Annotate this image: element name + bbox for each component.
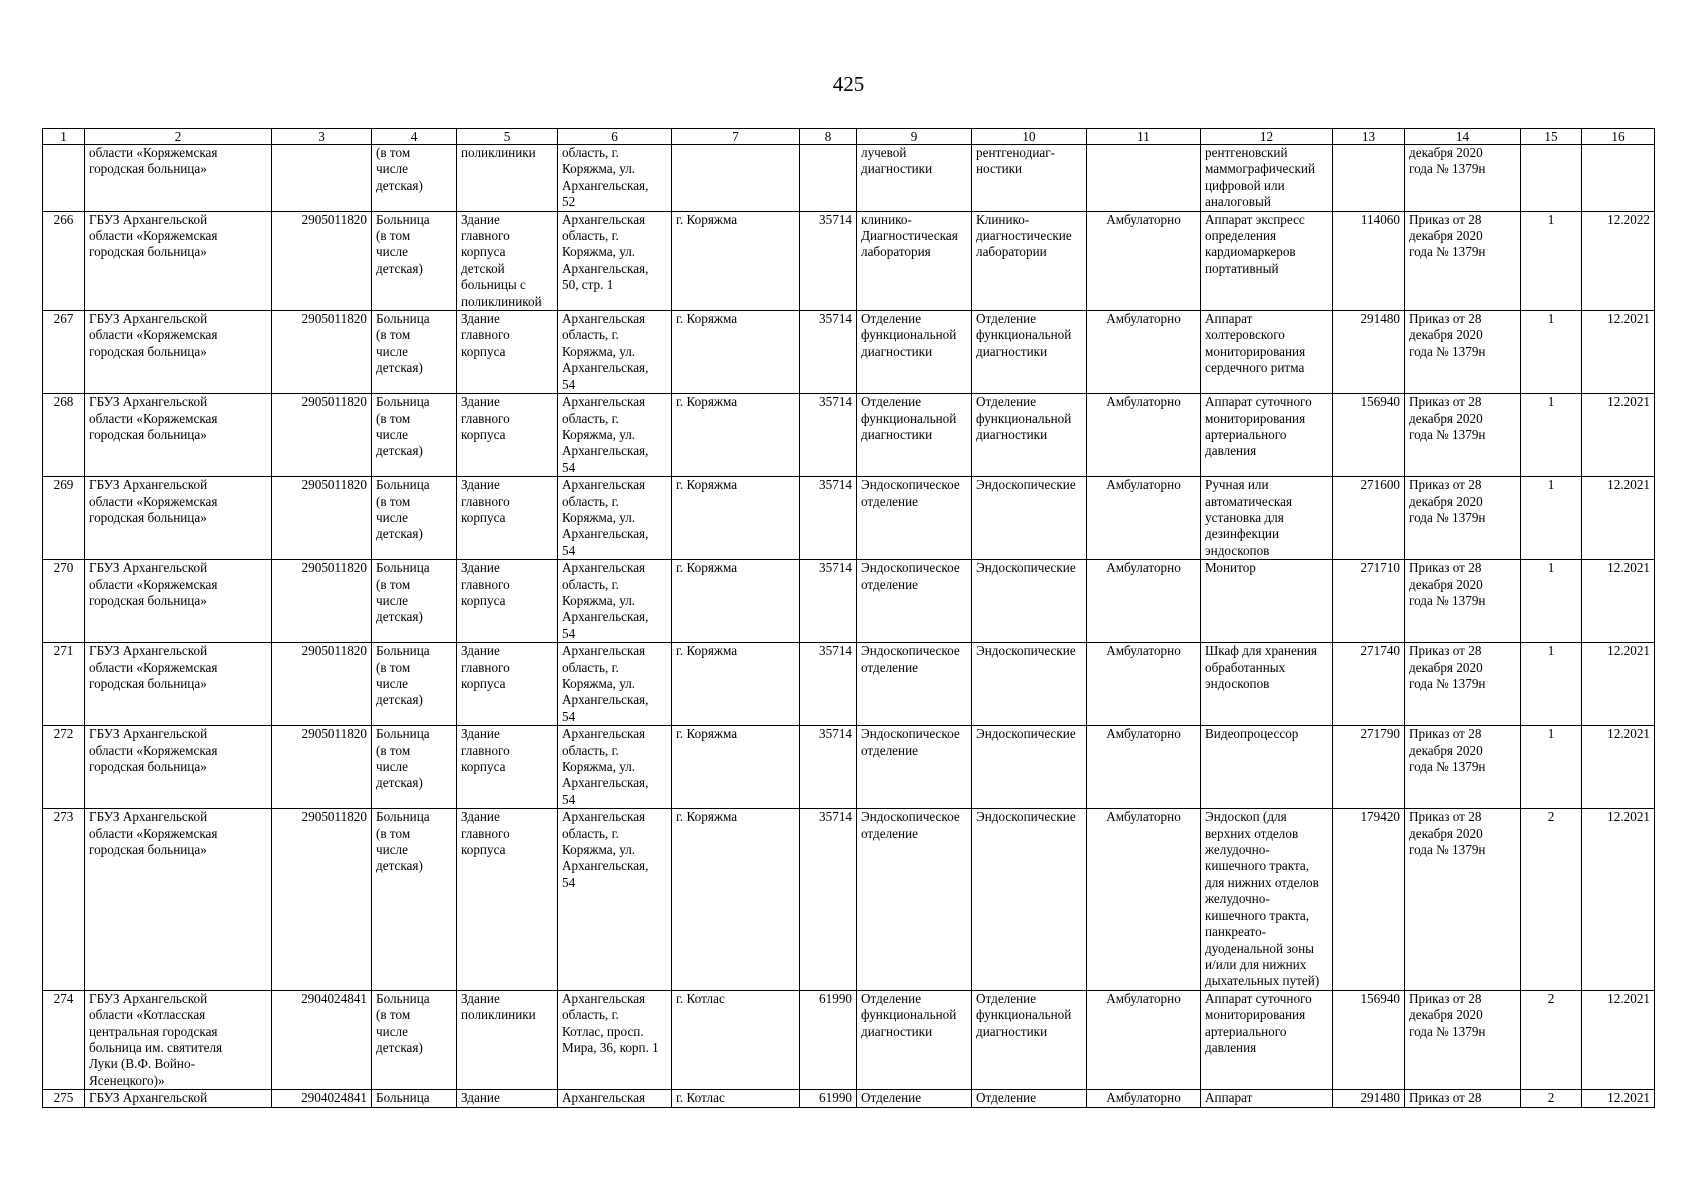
oktmo-cell: 35714 — [800, 394, 857, 477]
equipment-name-cell: Ручная или автоматическая установка для дезинфекции эндоскопов — [1201, 477, 1333, 560]
facility-type-cell: Больница (в том числе детская) — [372, 477, 457, 560]
organization-cell: ГБУЗ Архангельской — [85, 1090, 272, 1107]
column-header: 5 — [457, 129, 558, 145]
quantity-cell: 1 — [1521, 394, 1582, 477]
table-row — [43, 1090, 1655, 1107]
oktmo-cell: 35714 — [800, 211, 857, 310]
department-cell: Отделение — [857, 1090, 972, 1107]
organization-cell: ГБУЗ Архангельской области «Коряжемская городская больница» — [85, 311, 272, 394]
care-conditions-cell — [1087, 145, 1201, 212]
oktmo-cell: 61990 — [800, 990, 857, 1089]
row-number-cell: 271 — [43, 643, 85, 726]
organization-cell: области «Коряжемская городская больница» — [85, 145, 272, 212]
quantity-cell: 1 — [1521, 643, 1582, 726]
column-header: 2 — [85, 129, 272, 145]
equipment-registry-table — [42, 128, 1655, 1108]
quantity-cell: 2 — [1521, 809, 1582, 990]
column-header: 9 — [857, 129, 972, 145]
row-number-cell: 272 — [43, 726, 85, 809]
organization-cell: ГБУЗ Архангельской области «Коряжемская городская больница» — [85, 477, 272, 560]
order-reference-cell: Приказ от 28 декабря 2020 года № 1379н — [1405, 211, 1521, 310]
locality-cell: г. Коряжма — [672, 394, 800, 477]
care-conditions-cell: Амбулаторно — [1087, 560, 1201, 643]
care-conditions-cell: Амбулаторно — [1087, 809, 1201, 990]
department-type-cell: Эндоскопические — [972, 560, 1087, 643]
department-cell: Эндоскопическое отделение — [857, 809, 972, 990]
order-reference-cell: декабря 2020 года № 1379н — [1405, 145, 1521, 212]
inn-cell: 2905011820 — [272, 809, 372, 990]
column-header: 11 — [1087, 129, 1201, 145]
care-conditions-cell: Амбулаторно — [1087, 726, 1201, 809]
order-reference-cell: Приказ от 28 декабря 2020 года № 1379н — [1405, 726, 1521, 809]
department-type-cell: Отделение — [972, 1090, 1087, 1107]
locality-cell: г. Котлас — [672, 1090, 800, 1107]
department-cell: клинико- Диагностическая лаборатория — [857, 211, 972, 310]
department-cell: Отделение функциональной диагностики — [857, 394, 972, 477]
address-cell: Архангельская область, г. Коряжма, ул. Архангельская, 54 — [558, 560, 672, 643]
facility-type-cell: (в том числе детская) — [372, 145, 457, 212]
table-row — [43, 560, 1655, 643]
equipment-code-cell: 156940 — [1333, 990, 1405, 1089]
oktmo-cell: 35714 — [800, 311, 857, 394]
care-conditions-cell: Амбулаторно — [1087, 1090, 1201, 1107]
inn-cell: 2905011820 — [272, 211, 372, 310]
address-cell: Архангельская область, г. Коряжма, ул. Архангельская, 54 — [558, 311, 672, 394]
deadline-cell: 12.2021 — [1582, 311, 1655, 394]
table-row — [43, 809, 1655, 990]
facility-type-cell: Больница (в том числе детская) — [372, 990, 457, 1089]
locality-cell: г. Коряжма — [672, 211, 800, 310]
order-reference-cell: Приказ от 28 декабря 2020 года № 1379н — [1405, 990, 1521, 1089]
building-cell: Здание главного корпуса — [457, 311, 558, 394]
equipment-name-cell: рентгеновский маммографический цифровой или аналоговый — [1201, 145, 1333, 212]
quantity-cell: 1 — [1521, 311, 1582, 394]
building-cell: Здание главного корпуса — [457, 560, 558, 643]
equipment-name-cell: Шкаф для хранения обработанных эндоскопов — [1201, 643, 1333, 726]
organization-cell: ГБУЗ Архангельской области «Коряжемская городская больница» — [85, 726, 272, 809]
deadline-cell: 12.2021 — [1582, 809, 1655, 990]
order-reference-cell: Приказ от 28 декабря 2020 года № 1379н — [1405, 311, 1521, 394]
equipment-code-cell: 271600 — [1333, 477, 1405, 560]
address-cell: Архангельская — [558, 1090, 672, 1107]
column-header: 3 — [272, 129, 372, 145]
quantity-cell: 1 — [1521, 560, 1582, 643]
quantity-cell: 1 — [1521, 477, 1582, 560]
column-header: 4 — [372, 129, 457, 145]
column-header: 15 — [1521, 129, 1582, 145]
table-body — [43, 145, 1655, 1108]
address-cell: Архангельская область, г. Коряжма, ул. Архангельская, 50, стр. 1 — [558, 211, 672, 310]
care-conditions-cell: Амбулаторно — [1087, 477, 1201, 560]
equipment-code-cell: 271790 — [1333, 726, 1405, 809]
locality-cell: г. Котлас — [672, 990, 800, 1089]
department-type-cell: рентгенодиаг- ностики — [972, 145, 1087, 212]
building-cell: Здание главного корпуса — [457, 809, 558, 990]
locality-cell: г. Коряжма — [672, 560, 800, 643]
table-row — [43, 394, 1655, 477]
address-cell: Архангельская область, г. Коряжма, ул. Архангельская, 54 — [558, 394, 672, 477]
department-cell: Эндоскопическое отделение — [857, 560, 972, 643]
care-conditions-cell: Амбулаторно — [1087, 311, 1201, 394]
locality-cell — [672, 145, 800, 212]
building-cell: Здание — [457, 1090, 558, 1107]
deadline-cell: 12.2021 — [1582, 1090, 1655, 1107]
organization-cell: ГБУЗ Архангельской области «Коряжемская городская больница» — [85, 394, 272, 477]
locality-cell: г. Коряжма — [672, 311, 800, 394]
page-number: 425 — [832, 72, 865, 96]
building-cell: поликлиники — [457, 145, 558, 212]
quantity-cell: 1 — [1521, 211, 1582, 310]
department-cell: лучевой диагностики — [857, 145, 972, 212]
department-type-cell: Отделение функциональной диагностики — [972, 394, 1087, 477]
deadline-cell — [1582, 145, 1655, 212]
building-cell: Здание главного корпуса детской больницы с поликлиникой — [457, 211, 558, 310]
equipment-code-cell: 179420 — [1333, 809, 1405, 990]
department-type-cell: Эндоскопические — [972, 809, 1087, 990]
oktmo-cell: 35714 — [800, 726, 857, 809]
organization-cell: ГБУЗ Архангельской области «Коряжемская городская больница» — [85, 560, 272, 643]
inn-cell: 2905011820 — [272, 643, 372, 726]
address-cell: Архангельская область, г. Коряжма, ул. Архангельская, 54 — [558, 643, 672, 726]
order-reference-cell: Приказ от 28 декабря 2020 года № 1379н — [1405, 394, 1521, 477]
deadline-cell: 12.2021 — [1582, 394, 1655, 477]
building-cell: Здание главного корпуса — [457, 394, 558, 477]
table-row — [43, 311, 1655, 394]
equipment-name-cell: Видеопроцессор — [1201, 726, 1333, 809]
locality-cell: г. Коряжма — [672, 809, 800, 990]
department-type-cell: Отделение функциональной диагностики — [972, 311, 1087, 394]
equipment-name-cell: Эндоскоп (для верхних отделов желудочно- кишечного тракта, для нижних отделов желудочно- кишечного тракта, панкреато- дуоденальной зоны и/или для нижних дыхательных путей) — [1201, 809, 1333, 990]
order-reference-cell: Приказ от 28 — [1405, 1090, 1521, 1107]
facility-type-cell: Больница (в том числе детская) — [372, 809, 457, 990]
facility-type-cell: Больница (в том числе детская) — [372, 311, 457, 394]
address-cell: Архангельская область, г. Котлас, просп. Мира, 36, корп. 1 — [558, 990, 672, 1089]
row-number-cell: 267 — [43, 311, 85, 394]
inn-cell: 2905011820 — [272, 726, 372, 809]
table-row — [43, 726, 1655, 809]
organization-cell: ГБУЗ Архангельской области «Коряжемская городская больница» — [85, 809, 272, 990]
locality-cell: г. Коряжма — [672, 643, 800, 726]
row-number-cell: 268 — [43, 394, 85, 477]
building-cell: Здание поликлиники — [457, 990, 558, 1089]
department-cell: Эндоскопическое отделение — [857, 477, 972, 560]
building-cell: Здание главного корпуса — [457, 643, 558, 726]
column-header: 7 — [672, 129, 800, 145]
oktmo-cell — [800, 145, 857, 212]
equipment-code-cell: 291480 — [1333, 1090, 1405, 1107]
oktmo-cell: 35714 — [800, 477, 857, 560]
quantity-cell: 2 — [1521, 990, 1582, 1089]
department-cell: Отделение функциональной диагностики — [857, 311, 972, 394]
facility-type-cell: Больница (в том числе детская) — [372, 643, 457, 726]
table-row — [43, 643, 1655, 726]
department-cell: Эндоскопическое отделение — [857, 643, 972, 726]
oktmo-cell: 35714 — [800, 560, 857, 643]
equipment-code-cell: 114060 — [1333, 211, 1405, 310]
row-number-cell: 270 — [43, 560, 85, 643]
order-reference-cell: Приказ от 28 декабря 2020 года № 1379н — [1405, 560, 1521, 643]
inn-cell: 2905011820 — [272, 394, 372, 477]
inn-cell: 2905011820 — [272, 560, 372, 643]
equipment-name-cell: Аппарат суточного мониторирования артериального давления — [1201, 394, 1333, 477]
care-conditions-cell: Амбулаторно — [1087, 990, 1201, 1089]
column-header: 16 — [1582, 129, 1655, 145]
department-cell: Отделение функциональной диагностики — [857, 990, 972, 1089]
equipment-code-cell: 291480 — [1333, 311, 1405, 394]
quantity-cell — [1521, 145, 1582, 212]
address-cell: Архангельская область, г. Коряжма, ул. Архангельская, 54 — [558, 477, 672, 560]
organization-cell: ГБУЗ Архангельской области «Коряжемская городская больница» — [85, 643, 272, 726]
order-reference-cell: Приказ от 28 декабря 2020 года № 1379н — [1405, 477, 1521, 560]
column-header: 8 — [800, 129, 857, 145]
care-conditions-cell: Амбулаторно — [1087, 211, 1201, 310]
deadline-cell: 12.2021 — [1582, 990, 1655, 1089]
table-row — [43, 145, 1655, 212]
organization-cell: ГБУЗ Архангельской области «Котласская центральная городская больница им. святителя Луки (В.Ф. Войно- Ясенецкого)» — [85, 990, 272, 1089]
department-type-cell: Эндоскопические — [972, 477, 1087, 560]
equipment-name-cell: Аппарат экспресс определения кардиомаркеров портативный — [1201, 211, 1333, 310]
order-reference-cell: Приказ от 28 декабря 2020 года № 1379н — [1405, 643, 1521, 726]
oktmo-cell: 35714 — [800, 809, 857, 990]
column-header: 10 — [972, 129, 1087, 145]
inn-cell: 2904024841 — [272, 1090, 372, 1107]
inn-cell — [272, 145, 372, 212]
building-cell: Здание главного корпуса — [457, 726, 558, 809]
table-row — [43, 477, 1655, 560]
row-number-cell: 274 — [43, 990, 85, 1089]
table-row — [43, 211, 1655, 310]
facility-type-cell: Больница (в том числе детская) — [372, 394, 457, 477]
column-header: 1 — [43, 129, 85, 145]
care-conditions-cell: Амбулаторно — [1087, 394, 1201, 477]
building-cell: Здание главного корпуса — [457, 477, 558, 560]
row-number-cell: 273 — [43, 809, 85, 990]
column-header: 14 — [1405, 129, 1521, 145]
row-number-cell: 275 — [43, 1090, 85, 1107]
equipment-name-cell: Аппарат суточного мониторирования артериального давления — [1201, 990, 1333, 1089]
address-cell: Архангельская область, г. Коряжма, ул. Архангельская, 54 — [558, 809, 672, 990]
deadline-cell: 12.2021 — [1582, 477, 1655, 560]
row-number-cell: 266 — [43, 211, 85, 310]
equipment-code-cell: 271740 — [1333, 643, 1405, 726]
row-number-cell: 269 — [43, 477, 85, 560]
inn-cell: 2905011820 — [272, 477, 372, 560]
inn-cell: 2905011820 — [272, 311, 372, 394]
locality-cell: г. Коряжма — [672, 726, 800, 809]
deadline-cell: 12.2021 — [1582, 643, 1655, 726]
care-conditions-cell: Амбулаторно — [1087, 643, 1201, 726]
oktmo-cell: 35714 — [800, 643, 857, 726]
facility-type-cell: Больница (в том числе детская) — [372, 726, 457, 809]
quantity-cell: 1 — [1521, 726, 1582, 809]
organization-cell: ГБУЗ Архангельской области «Коряжемская городская больница» — [85, 211, 272, 310]
deadline-cell: 12.2022 — [1582, 211, 1655, 310]
department-type-cell: Эндоскопические — [972, 643, 1087, 726]
facility-type-cell: Больница — [372, 1090, 457, 1107]
inn-cell: 2904024841 — [272, 990, 372, 1089]
header-row — [43, 129, 1655, 145]
equipment-code-cell: 271710 — [1333, 560, 1405, 643]
equipment-name-cell: Аппарат — [1201, 1090, 1333, 1107]
address-cell: Архангельская область, г. Коряжма, ул. Архангельская, 54 — [558, 726, 672, 809]
deadline-cell: 12.2021 — [1582, 560, 1655, 643]
equipment-code-cell: 156940 — [1333, 394, 1405, 477]
address-cell: область, г. Коряжма, ул. Архангельская, 52 — [558, 145, 672, 212]
column-header: 12 — [1201, 129, 1333, 145]
order-reference-cell: Приказ от 28 декабря 2020 года № 1379н — [1405, 809, 1521, 990]
facility-type-cell: Больница (в том числе детская) — [372, 211, 457, 310]
equipment-name-cell: Аппарат холтеровского мониторирования сердечного ритма — [1201, 311, 1333, 394]
department-type-cell: Отделение функциональной диагностики — [972, 990, 1087, 1089]
column-header: 13 — [1333, 129, 1405, 145]
deadline-cell: 12.2021 — [1582, 726, 1655, 809]
quantity-cell: 2 — [1521, 1090, 1582, 1107]
department-type-cell: Клинико- диагностические лаборатории — [972, 211, 1087, 310]
department-cell: Эндоскопическое отделение — [857, 726, 972, 809]
column-header: 6 — [558, 129, 672, 145]
locality-cell: г. Коряжма — [672, 477, 800, 560]
equipment-code-cell — [1333, 145, 1405, 212]
facility-type-cell: Больница (в том числе детская) — [372, 560, 457, 643]
oktmo-cell: 61990 — [800, 1090, 857, 1107]
table-row — [43, 990, 1655, 1089]
row-number-cell — [43, 145, 85, 212]
department-type-cell: Эндоскопические — [972, 726, 1087, 809]
equipment-name-cell: Монитор — [1201, 560, 1333, 643]
